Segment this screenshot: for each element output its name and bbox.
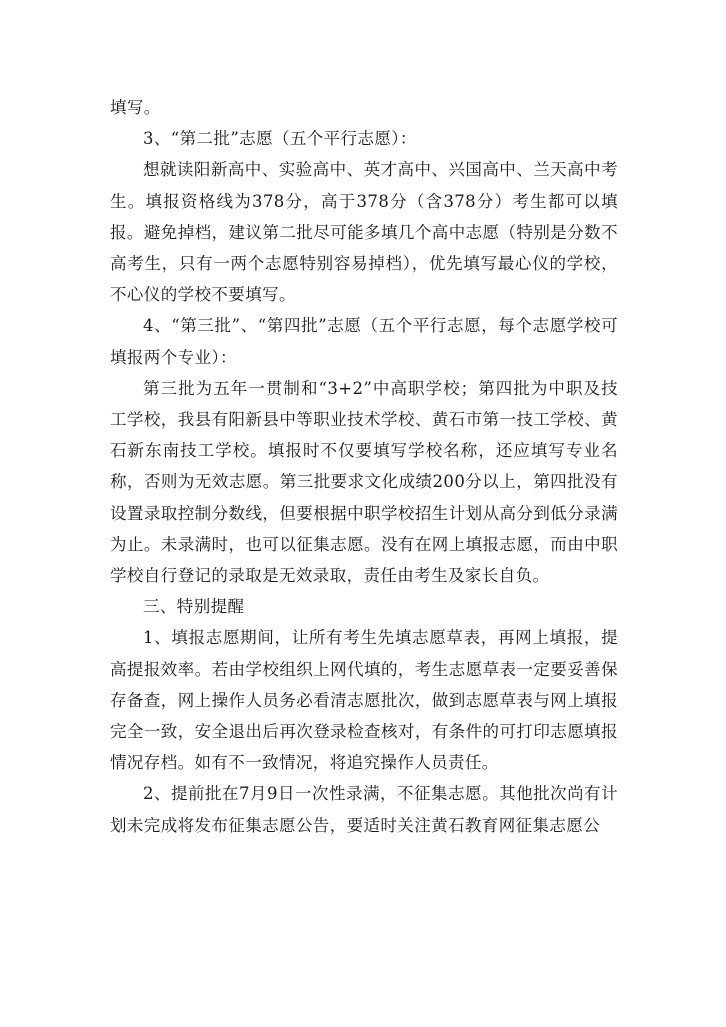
paragraph-reminder-2: 2、提前批在7月9日一次性录满，不征集志愿。其他批次尚有计划未完成将发布征集志愿公告，要适时关注黄石教育网征集志愿公 (110, 784, 618, 835)
section-heading-batch-2: 3、“第二批”志愿（五个平行志愿）： (143, 129, 417, 149)
section-heading-special-reminder: 三、特别提醒 (143, 597, 245, 617)
section-heading-batch-3-4: 4、“第三批”、“第四批”志愿（五个平行志愿，每个志愿学校可填报两个专业）： (110, 316, 618, 367)
paragraph-batch-2-details: 想就读阳新高中、实验高中、英才高中、兴国高中、兰天高中考生。填报资格线为378分，高于378分（含378分）考生都可以填报。避免掉档，建议第二批尽可能多填几个高中志愿（特别是分数不高考生，只有一两个志愿特别容易掉档），优先填写最心仪的学校，不心仪的学校不要填写。 (110, 160, 618, 305)
document-body (110, 92, 618, 841)
paragraph-batch-3-4-details: 第三批为五年一贯制和“3+2”中高职学校；第四批为中职及技工学校，我县有阳新县中等职业技术学校、黄石市第一技工学校、黄石新东南技工学校。填报时不仅要填写学校名称，还应填写专业名称，否则为无效志愿。第三批要求文化成绩200分以上，第四批没有设置录取控制分数线，但要根据中职学校招生计划从高分到低分录满为止。未录满时，也可以征集志愿。没有在网上填报志愿，而由中职学校自行登记的录取是无效录取，责任由考生及家长自负。 (110, 378, 618, 586)
paragraph-reminder-1: 1、填报志愿期间，让所有考生先填志愿草表，再网上填报，提高提报效率。若由学校组织上网代填的，考生志愿草表一定要妥善保存备查，网上操作人员务必看清志愿批次，做到志愿草表与网上填报完全一致，安全退出后再次登录检查核对，有条件的可打印志愿填报情况存档。如有不一致情况，将追究操作人员责任。 (110, 628, 618, 773)
paragraph-continuation: 填写。 (110, 98, 161, 117)
